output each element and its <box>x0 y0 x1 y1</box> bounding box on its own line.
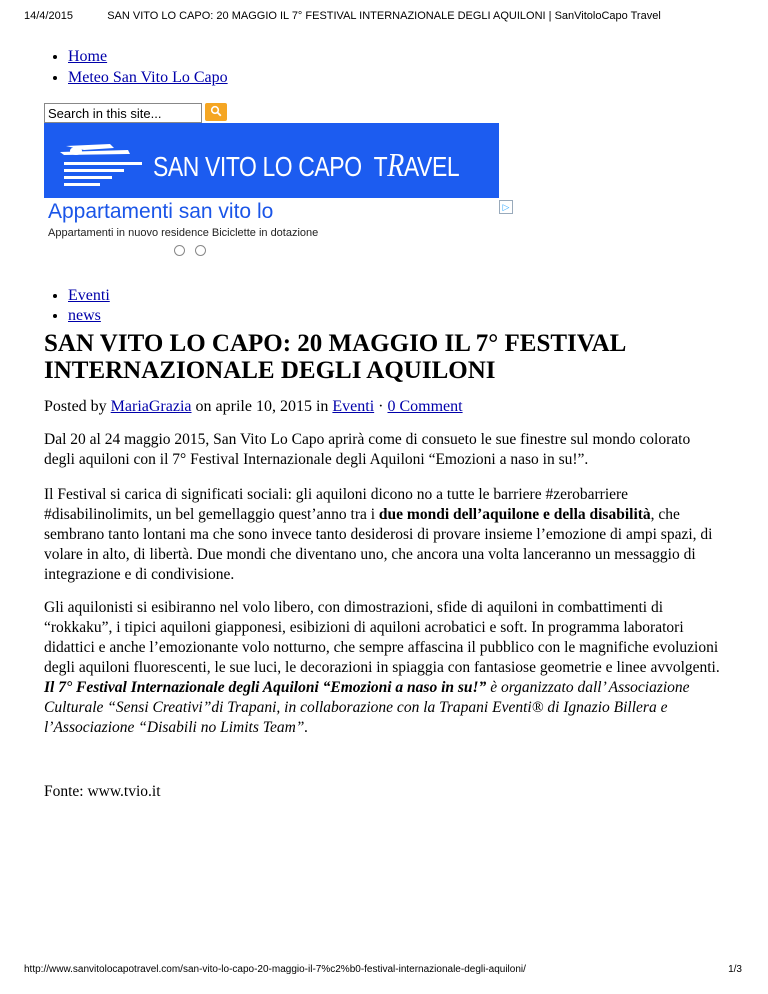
category-item-eventi <box>68 286 110 306</box>
article-paragraph-2: Il Festival si carica di significati sociali: gli aquiloni dicono no a tutte le barriere #zerobarriere #disabilinolimits, un bel gemellaggio quest’anno tra i due mondi dell’aquilone e della disabilità, che sembrano tanto lontani ma che sono invece tanto desiderosi di provare insieme l’emozione di ampi spazi, di volare in alto, di libertà. Due mondi che diventano uno, che ancora una volta lanceranno un messaggio di integrazione e di condivisione. <box>44 486 713 583</box>
ad-title-link[interactable]: Appartamenti san vito lo <box>48 200 274 223</box>
comments-link[interactable]: 0 Comment <box>387 398 463 415</box>
print-page-title: SAN VITO LO CAPO: 20 MAGGIO IL 7° FESTIVAL INTERNAZIONALE DEGLI AQUILONI | SanVitoloCapo Travel <box>107 10 661 22</box>
banner-logo[interactable] <box>44 123 499 198</box>
search-icon <box>210 105 222 117</box>
nav-link-home[interactable]: Home <box>68 48 108 65</box>
author-link[interactable]: MariaGrazia <box>110 398 192 415</box>
ad-description: Appartamenti in nuovo residence Biciclette in dotazione <box>48 227 319 239</box>
print-date: 14/4/2015 <box>24 10 73 22</box>
category-item-news <box>68 306 110 326</box>
print-url: http://www.sanvitolocapotravel.com/san-vito-lo-capo-20-maggio-il-7%c2%b0-festival-internazionale-degli-aquiloni/ <box>24 964 526 975</box>
carousel-dots <box>174 243 216 261</box>
beach-logo-icon <box>44 123 149 198</box>
banner-text: SAN VITO LO CAPO TRAVEL <box>153 147 460 184</box>
category-link-eventi[interactable]: Eventi <box>68 287 110 304</box>
category-link-news[interactable]: news <box>68 307 101 324</box>
article-paragraph-1: Dal 20 al 24 maggio 2015, San Vito Lo Capo aprirà come di consueto le sue finestre sul mondo colorato degli aquiloni con il 7° Festival Internazionale degli Aquiloni “Emozioni a naso in su!”. <box>44 431 691 468</box>
article-paragraph-3: Gli aquilonisti si esibiranno nel volo libero, con dimostrazioni, sfide di aquiloni in combattimenti di “rokkaku”, i tipici aquiloni giapponesi, esibizioni di aquiloni acrobatici e soft. In programma laboratori didattici e anche l’emozionante volo notturno, che sempre affascina il pubblico con le magnifiche evoluzioni degli aquiloni fluorescenti, le sue luci, le decorazioni in spiaggia con fantasiose geometrie e linee avvolgenti. Il 7° Festival Internazionale degli Aquiloni “Emozioni a naso in su!” è organizzato dall’ Associazione Culturale “Sensi Creativi”di Trapani, in collaborazione con la Trapani Eventi® di Ignazio Billera e l’Associazione “Disabili no Limits Team”. <box>44 599 720 736</box>
nav-item-meteo <box>68 67 228 88</box>
post-meta: Posted by MariaGrazia on aprile 10, 2015 in Eventi · 0 Comment <box>44 398 463 415</box>
carousel-dot[interactable] <box>174 245 185 256</box>
article-title: SAN VITO LO CAPO: 20 MAGGIO IL 7° FESTIVAL INTERNAZIONALE DEGLI AQUILONI <box>44 330 625 384</box>
adchoices-icon[interactable]: ▷ <box>499 200 513 214</box>
nav-link-meteo[interactable]: Meteo San Vito Lo Capo <box>68 69 228 86</box>
search-button[interactable] <box>205 103 227 121</box>
category-nav <box>48 286 110 326</box>
search-input[interactable]: Search in this site... <box>44 103 202 123</box>
print-page-number: 1/3 <box>728 964 742 975</box>
category-link[interactable]: Eventi <box>332 398 375 415</box>
article-source: Fonte: www.tvio.it <box>44 783 161 800</box>
top-nav <box>48 46 228 88</box>
carousel-dot[interactable] <box>195 245 206 256</box>
nav-item-home <box>68 46 228 67</box>
